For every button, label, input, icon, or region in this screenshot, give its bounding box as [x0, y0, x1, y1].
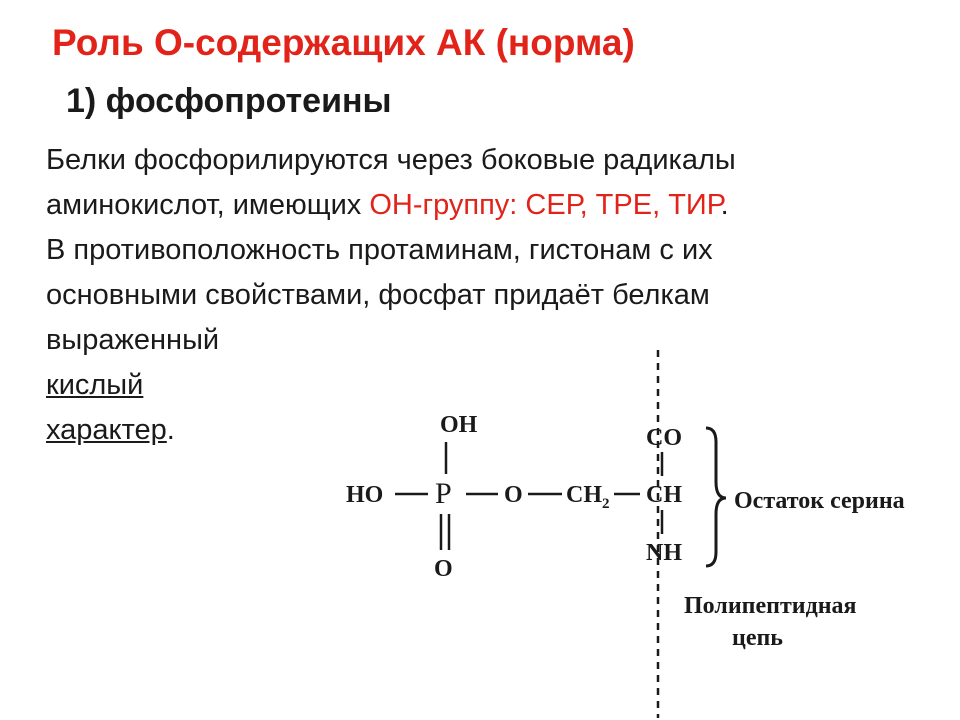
serine-brace [706, 428, 726, 566]
paragraph-line-1: Белки фосфорилируются через боковые радикалы [46, 144, 736, 176]
ch-label: CH [646, 482, 682, 508]
ho-left-label: HO [346, 482, 384, 508]
chain-label-line-2: цепь [732, 625, 783, 651]
phosphorus-label: P [435, 477, 452, 510]
oh-top-label: OH [440, 412, 478, 438]
o-bridge-label: O [504, 482, 523, 508]
underlined-character: характер [46, 414, 167, 446]
paragraph-line-3: В противоположность протаминам, гистонам с их [46, 234, 713, 266]
oh-group-highlight: ОН-группу: СЕР, ТРЕ, ТИР [369, 189, 721, 221]
line-2-suffix: . [720, 189, 729, 221]
nh-label: NH [646, 540, 682, 566]
ch2-label: $CH_2$ [566, 482, 610, 512]
paragraph-line-5: выраженный [46, 324, 220, 356]
co-label: CO [646, 425, 682, 451]
chain-label-line-1: Полипептидная [684, 593, 857, 619]
slide-title: Роль О-содержащих АК (норма) [52, 22, 635, 63]
serine-residue-label: Остаток серина [734, 488, 905, 514]
underlined-acidic: кислый [46, 369, 144, 401]
line-7-suffix: . [166, 414, 175, 446]
slide-subtitle: 1) фосфопротеины [66, 82, 392, 120]
o-bottom-label: O [434, 556, 453, 582]
line-2-prefix: аминокислот, имеющих [46, 189, 370, 221]
paragraph-line-4: основными свойствами, фосфат придаёт белкам [46, 279, 710, 311]
